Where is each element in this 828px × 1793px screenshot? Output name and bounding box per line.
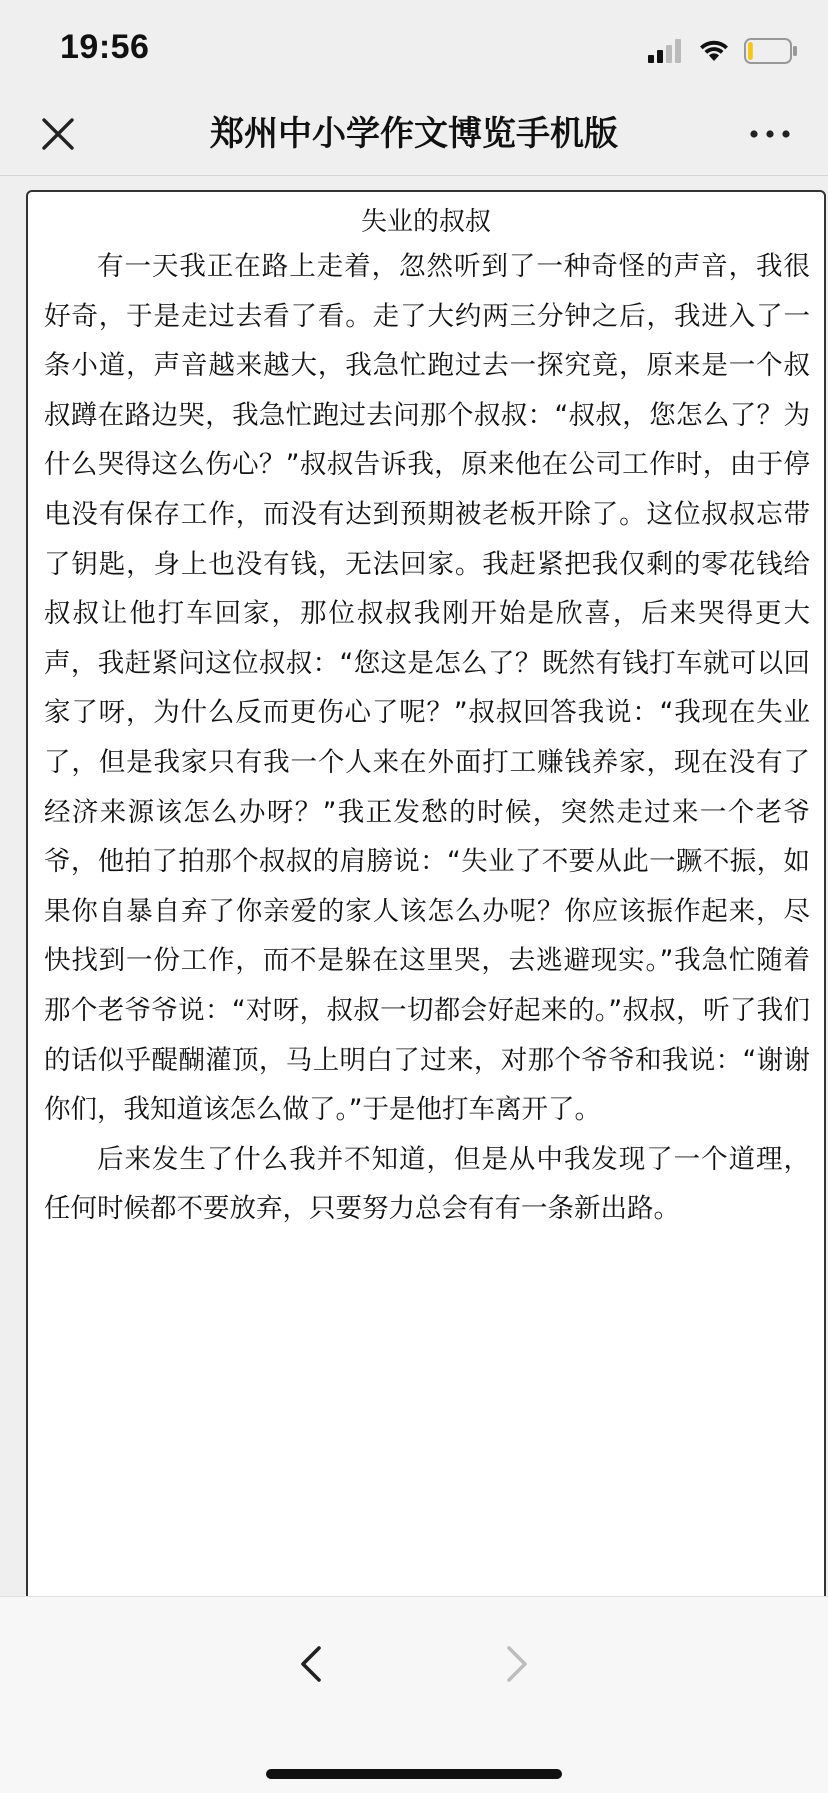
forward-button[interactable]	[490, 1639, 540, 1689]
status-icons	[648, 34, 798, 68]
battery-icon	[744, 38, 798, 64]
home-indicator[interactable]	[266, 1769, 562, 1779]
more-icon	[748, 112, 792, 156]
article-body	[44, 242, 810, 1234]
content-area[interactable]	[0, 176, 828, 1596]
chevron-left-icon	[288, 1639, 338, 1689]
bottom-toolbar	[0, 1596, 828, 1793]
battery-fill	[748, 42, 753, 60]
article-title: 失业的叔叔	[360, 207, 491, 237]
article-paragraph: 有一天我正在路上走着，忽然听到了一种奇怪的声音，我很好奇，于是走过去看了看。走了大约两三分钟之后，我进入了一条小道，声音越来越大，我急忙跑过去一探究竟，原来是一个叔叔蹲在路边哭，我急忙跑过去问那个叔叔：“叔叔，您怎么了？为什么哭得这么伤心？”叔叔告诉我，原来他在公司工作时，由于停电没有保存工作，而没有达到预期被老板开除了。这位叔叔忘带了钥匙，身上也没有钱，无法回家。我赶紧把我仅剩的零花钱给叔叔让他打车回家，那位叔叔我刚开始是欣喜，后来哭得更大声，我赶紧问这位叔叔：“您这是怎么了？既然有钱打车就可以回家了呀，为什么反而更伤心了呢？”叔叔回答我说：“我现在失业了，但是我家只有我一个人来在外面打工赚钱养家，现在没有了经济来源该怎么办呀？”我正发愁的时候，突然走过来一个老爷爷，他拍了拍那个叔叔的肩膀说：“失业了不要从此一蹶不振，如果你自暴自弃了你亲爱的家人该怎么办呢？你应该振作起来，尽快找到一份工作，而不是躲在这里哭，去逃避现实。”我急忙随着那个老爷爷说：“对呀，叔叔一切都会好起来的。”叔叔，听了我们的话似乎醍醐灌顶，马上明白了过来，对那个爷爷和我说：“谢谢你们，我知道该怎么做了。”于是他打车离开了。	[44, 251, 810, 1126]
article-container	[26, 190, 826, 1620]
status-time: 19:56	[60, 28, 150, 66]
cellular-signal-icon	[648, 39, 684, 63]
back-button[interactable]	[288, 1639, 338, 1689]
close-icon	[36, 112, 80, 156]
chevron-right-icon	[490, 1639, 540, 1689]
wifi-icon	[698, 39, 730, 63]
close-button[interactable]	[36, 112, 80, 156]
more-button[interactable]	[748, 112, 792, 156]
page-title: 郑州中小学作文博览手机版	[210, 114, 618, 154]
status-bar	[0, 0, 828, 100]
article-paragraph: 后来发生了什么我并不知道，但是从中我发现了一个道理，任何时候都不要放弃，只要努力总会有有一条新出路。	[44, 1143, 810, 1225]
nav-bar	[0, 100, 828, 176]
